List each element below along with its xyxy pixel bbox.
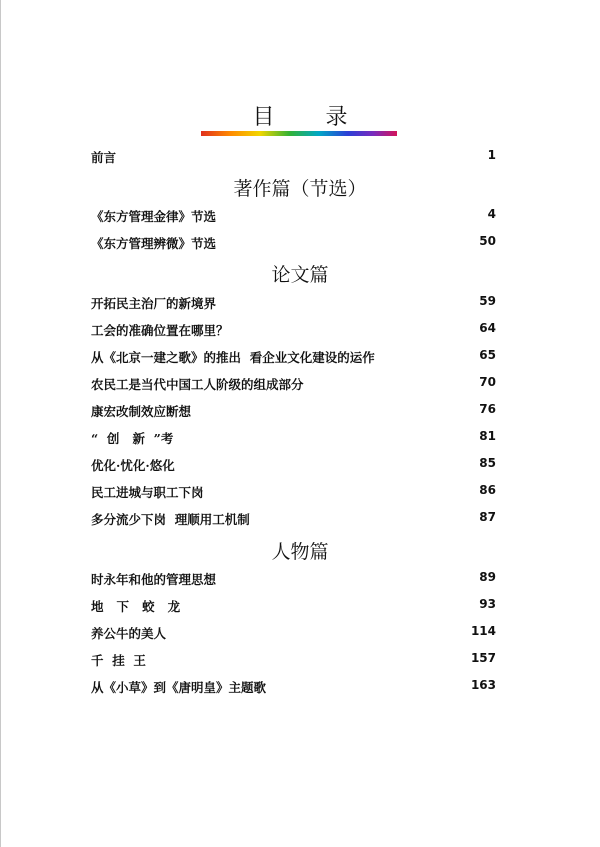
toc-entry[interactable] [91,651,496,671]
toc-entry-label: 多分流少下岗 理顺用工机制 [91,512,250,527]
toc-entry[interactable] [91,402,496,422]
toc-entry-page: 76 [479,402,496,416]
toc-entry-label: 康宏改制效应断想 [91,404,192,419]
toc-entry-label: 民工进城与职工下岗 [91,485,204,500]
toc-entry-page: 87 [479,510,496,524]
toc-entry-label: 《东方管理金律》节选 [91,209,217,224]
toc-entry-page: 85 [479,456,496,470]
toc-entry-page: 59 [479,294,496,308]
toc-entry[interactable] [91,570,496,590]
toc-entry-page: 93 [479,597,496,611]
toc-entry[interactable] [91,294,496,314]
toc-entry[interactable] [91,429,496,449]
toc-entry-label: 时永年和他的管理思想 [91,572,217,587]
toc-entry-page: 65 [479,348,496,362]
section-heading-papers: 论文篇 [271,264,329,286]
toc-entry[interactable] [91,678,496,698]
toc-entry-label: 农民工是当代中国工人阶级的组成部分 [91,377,304,392]
toc-entry-label: 前言 [91,150,117,165]
toc-entry-page: 4 [487,207,496,221]
toc-title: 目 录 [252,105,370,130]
toc-entry-page: 163 [470,678,496,692]
rainbow-divider [201,131,397,136]
toc-entry-page: 89 [479,570,496,584]
toc-entry-page: 114 [470,624,496,638]
section-heading-works: 著作篇（节选） [233,178,367,200]
toc-entry[interactable] [91,234,496,254]
toc-entry-label: 从《北京一建之歌》的推出 看企业文化建设的运作 [91,350,375,365]
toc-entry[interactable] [91,483,496,503]
toc-entry-label: 从《小草》到《唐明皇》主题歌 [91,680,267,695]
toc-entry[interactable] [91,348,496,368]
toc-entry-page: 81 [479,429,496,443]
toc-entry[interactable] [91,207,496,227]
toc-entry-page: 86 [479,483,496,497]
toc-entry-label: 工会的准确位置在哪里？ [91,323,229,338]
toc-entry[interactable] [91,510,496,530]
toc-entry-page: 50 [479,234,496,248]
toc-entry-preface[interactable] [91,148,496,168]
toc-entry-label: 优化·忧化·悠化 [91,458,175,473]
toc-entry-label: “ 创 新 ”考 [91,431,174,446]
toc-entry-label: 地 下 蛟 龙 [91,599,181,614]
toc-entry-label: 千 挂 王 [91,653,146,668]
section-heading-people: 人物篇 [271,541,329,563]
toc-entry-label: 《东方管理辨微》节选 [91,236,217,251]
toc-entry[interactable] [91,321,496,341]
toc-entry-page: 70 [479,375,496,389]
toc-entry[interactable] [91,624,496,644]
toc-entry-page: 1 [487,148,496,162]
toc-entry[interactable] [91,456,496,476]
toc-entry[interactable] [91,375,496,395]
toc-entry-page: 64 [479,321,496,335]
toc-entry-label: 养公牛的美人 [91,626,167,641]
toc-entry-page: 157 [470,651,496,665]
toc-entry[interactable] [91,597,496,617]
toc-entry-label: 开拓民主治厂的新境界 [91,296,217,311]
